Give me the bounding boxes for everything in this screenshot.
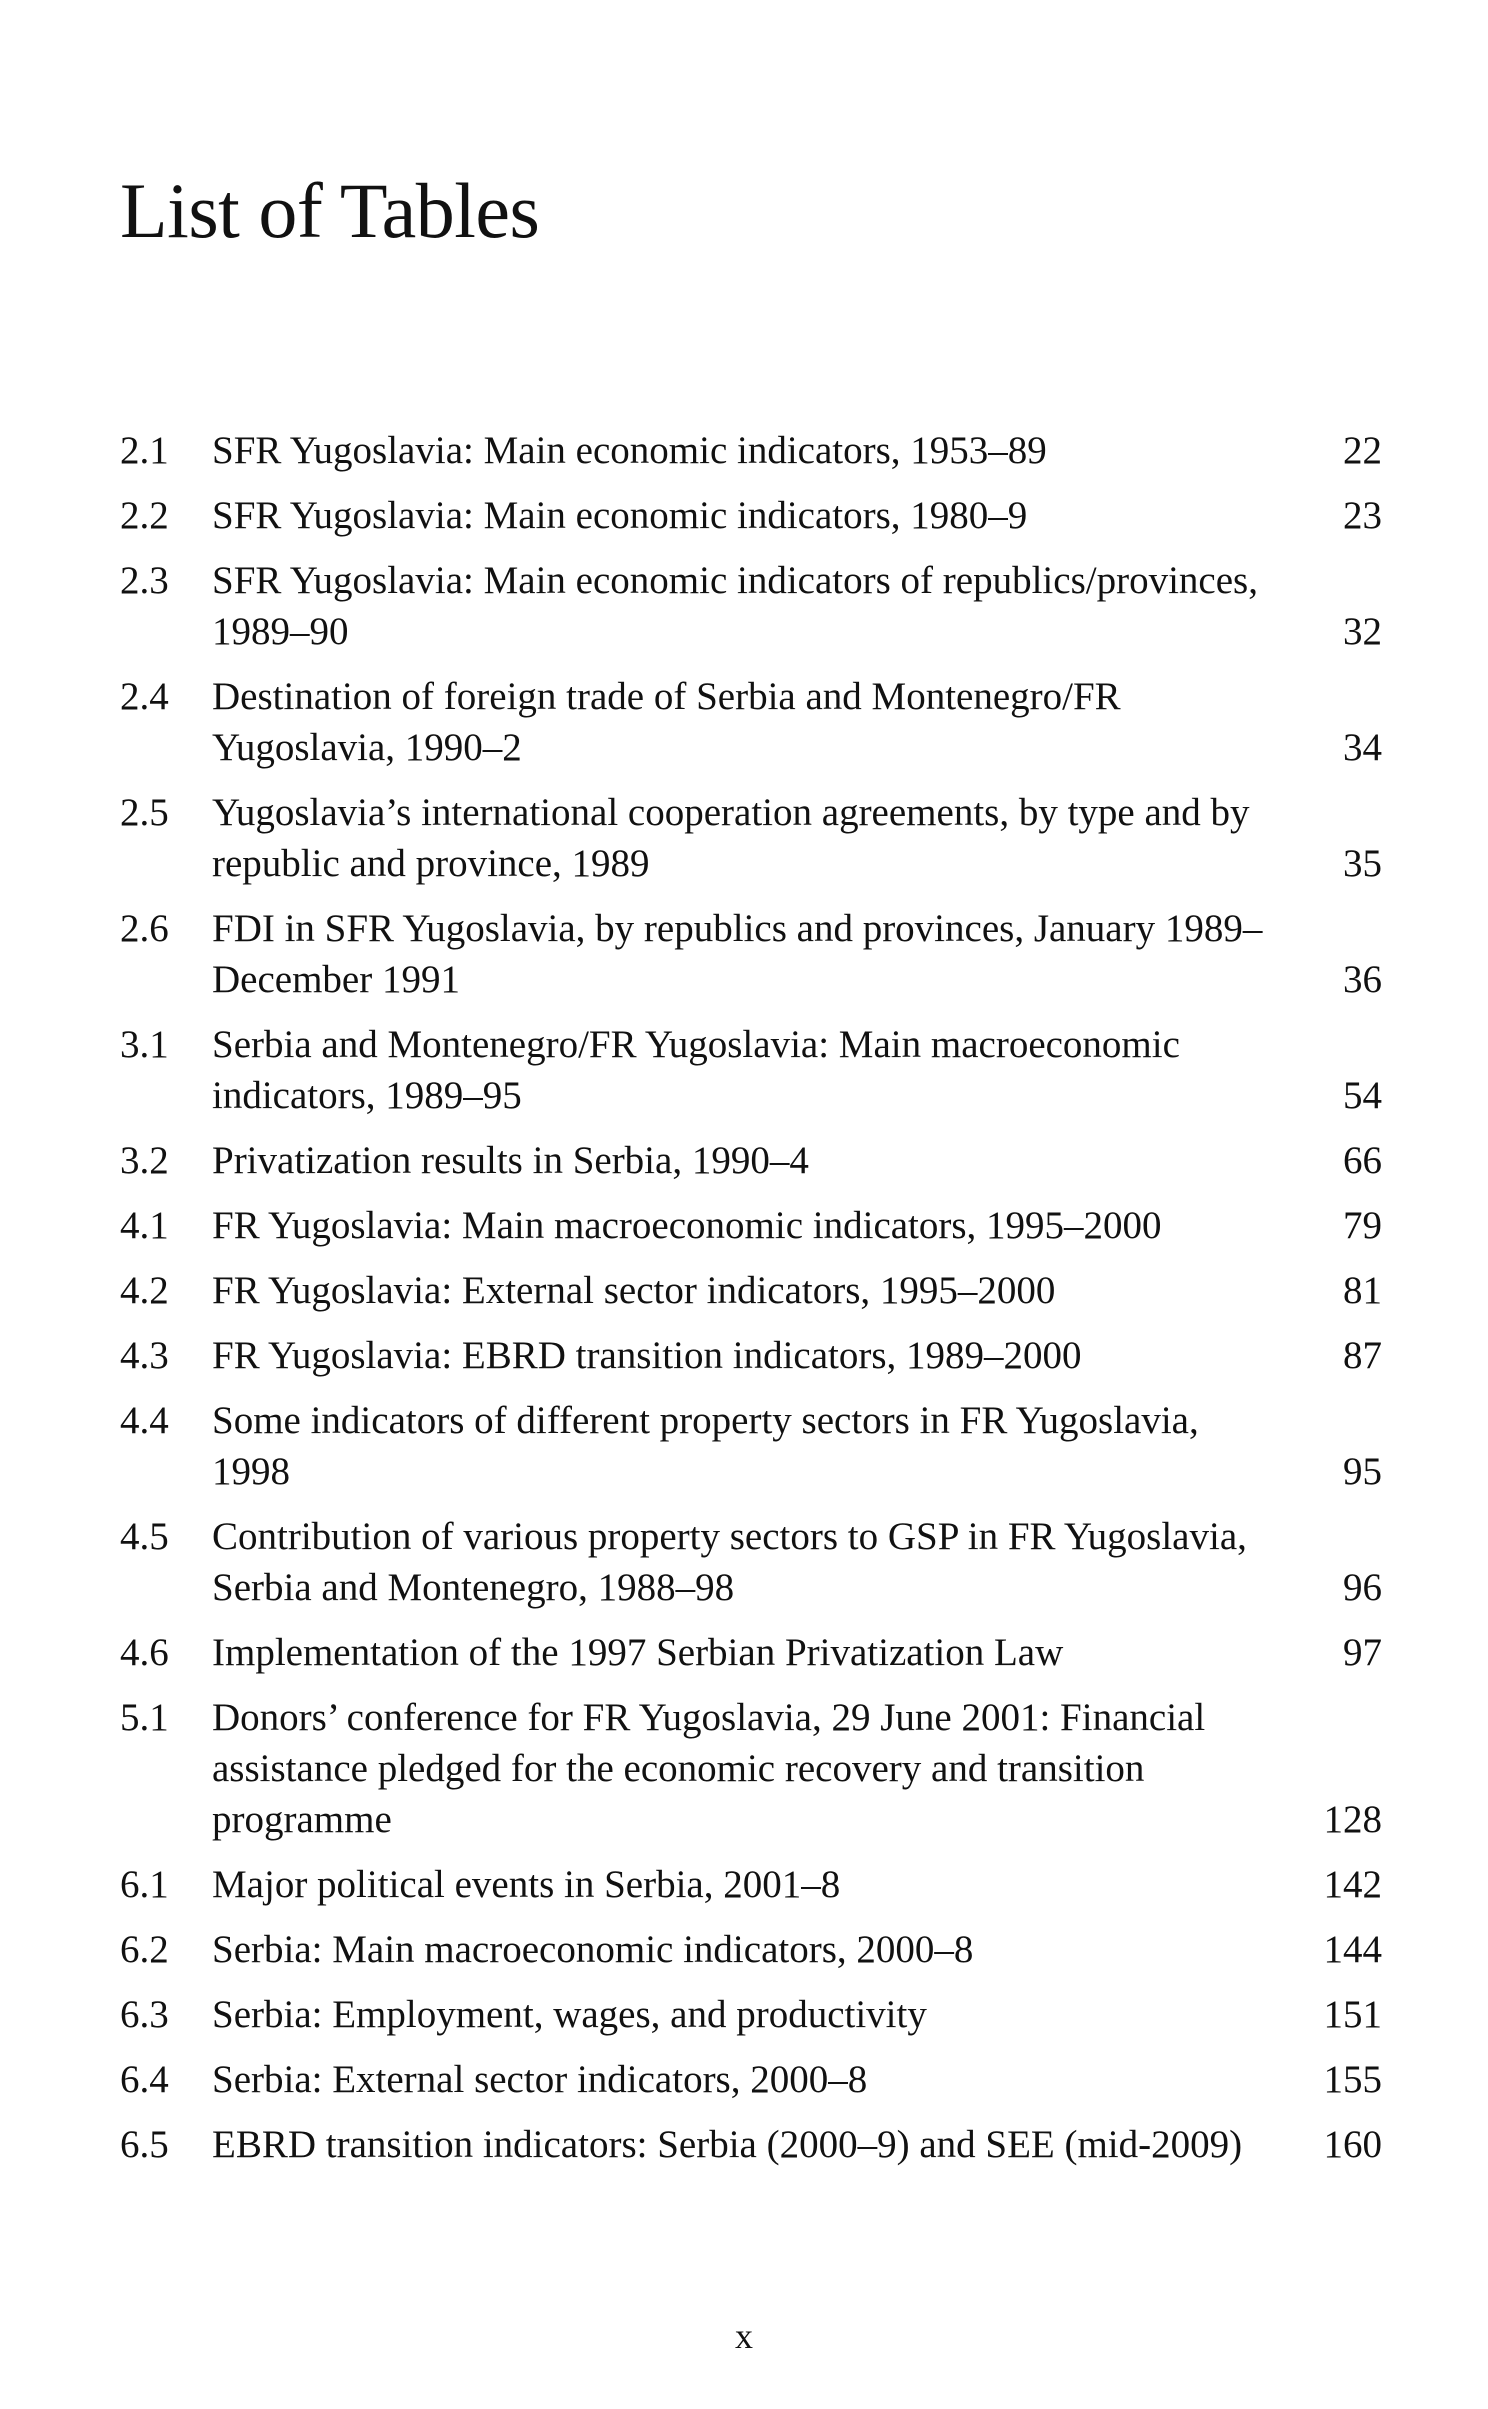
table-number: 4.4 [120,1399,169,1442]
table-entry[interactable] [120,1200,1382,1251]
table-entry[interactable] [120,671,1382,773]
table-title: SFR Yugoslavia: Main economic indicators, 1980–9 [212,494,1028,537]
table-title: Privatization results in Serbia, 1990–4 [212,1139,809,1182]
table-number: 4.2 [120,1269,169,1312]
table-title: Serbia: Employment, wages, and productivity [212,1993,927,2036]
table-title: Implementation of the 1997 Serbian Privatization Law [212,1631,1064,1674]
table-title: FR Yugoslavia: EBRD transition indicators, 1989–2000 [212,1334,1082,1377]
table-number: 2.4 [120,675,169,718]
table-number: 2.5 [120,791,169,834]
table-title: Contribution of various property sectors to GSP in FR Yugoslavia, Serbia and Montenegro, 1988–98 [212,1515,1247,1609]
page-number: 95 [1343,1450,1382,1493]
page-number: 79 [1343,1204,1382,1247]
page-number: 160 [1323,2123,1382,2166]
page-number: 142 [1323,1863,1382,1906]
page-number: 34 [1343,726,1382,769]
table-number: 4.5 [120,1515,169,1558]
table-entry[interactable] [120,1135,1382,1186]
table-title: Serbia: External sector indicators, 2000–8 [212,2058,868,2101]
page-number: 144 [1323,1928,1382,1971]
page-number: 81 [1343,1269,1382,1312]
page-number: 128 [1323,1798,1382,1841]
table-entry[interactable] [120,1989,1382,2040]
table-title: Destination of foreign trade of Serbia and Montenegro/FR Yugoslavia, 1990–2 [212,675,1121,769]
table-entry[interactable] [120,1265,1382,1316]
table-number: 6.3 [120,1993,169,2036]
table-entry[interactable] [120,1859,1382,1910]
table-entry[interactable] [120,425,1382,476]
page-number: 23 [1343,494,1382,537]
table-entry[interactable] [120,1395,1382,1497]
page-number: 35 [1343,842,1382,885]
table-title: FR Yugoslavia: Main macroeconomic indicators, 1995–2000 [212,1204,1162,1247]
table-title: Yugoslavia’s international cooperation agreements, by type and by republic and province, 1989 [212,791,1250,885]
table-title: EBRD transition indicators: Serbia (2000–9) and SEE (mid-2009) [212,2123,1243,2166]
page-number: 54 [1343,1074,1382,1117]
table-title: SFR Yugoslavia: Main economic indicators, 1953–89 [212,429,1047,472]
table-number: 4.3 [120,1334,169,1377]
page-number: 22 [1343,429,1382,472]
table-title: Some indicators of different property sectors in FR Yugoslavia, 1998 [212,1399,1199,1493]
table-entry[interactable] [120,1692,1382,1845]
table-entry[interactable] [120,787,1382,889]
table-number: 2.3 [120,559,169,602]
table-entry[interactable] [120,555,1382,657]
table-title: FR Yugoslavia: External sector indicators, 1995–2000 [212,1269,1056,1312]
table-number: 2.1 [120,429,169,472]
table-number: 4.1 [120,1204,169,1247]
page-number: 155 [1323,2058,1382,2101]
table-entry[interactable] [120,2054,1382,2105]
table-number: 3.1 [120,1023,169,1066]
page-number: 66 [1343,1139,1382,1182]
table-number: 3.2 [120,1139,169,1182]
table-title: FDI in SFR Yugoslavia, by republics and provinces, January 1989–December 1991 [212,907,1263,1001]
table-number: 6.5 [120,2123,169,2166]
page-number: 151 [1323,1993,1382,2036]
page-number: 32 [1343,610,1382,653]
table-title: Major political events in Serbia, 2001–8 [212,1863,841,1906]
table-entry[interactable] [120,1924,1382,1975]
table-number: 2.2 [120,494,169,537]
table-title: Serbia: Main macroeconomic indicators, 2000–8 [212,1928,974,1971]
table-number: 5.1 [120,1696,169,1739]
page-title: List of Tables [120,167,540,254]
page-folio: x [735,2316,753,2356]
page-number: 87 [1343,1334,1382,1377]
table-entry[interactable] [120,2119,1382,2170]
table-entry[interactable] [120,903,1382,1005]
page-number: 36 [1343,958,1382,1001]
table-entry[interactable] [120,490,1382,541]
table-number: 4.6 [120,1631,169,1674]
table-entry[interactable] [120,1627,1382,1678]
page-number: 96 [1343,1566,1382,1609]
table-title: SFR Yugoslavia: Main economic indicators of republics/provinces, 1989–90 [212,559,1258,653]
table-entry[interactable] [120,1511,1382,1613]
table-number: 2.6 [120,907,169,950]
table-list [120,425,1382,2184]
table-entry[interactable] [120,1019,1382,1121]
page-number: 97 [1343,1631,1382,1674]
table-entry[interactable] [120,1330,1382,1381]
table-number: 6.2 [120,1928,169,1971]
table-number: 6.1 [120,1863,169,1906]
table-title: Serbia and Montenegro/FR Yugoslavia: Main macroeconomic indicators, 1989–95 [212,1023,1180,1117]
table-title: Donors’ conference for FR Yugoslavia, 29 June 2001: Financial assistance pledged for the economic recovery and transition programme [212,1696,1206,1841]
table-number: 6.4 [120,2058,169,2101]
